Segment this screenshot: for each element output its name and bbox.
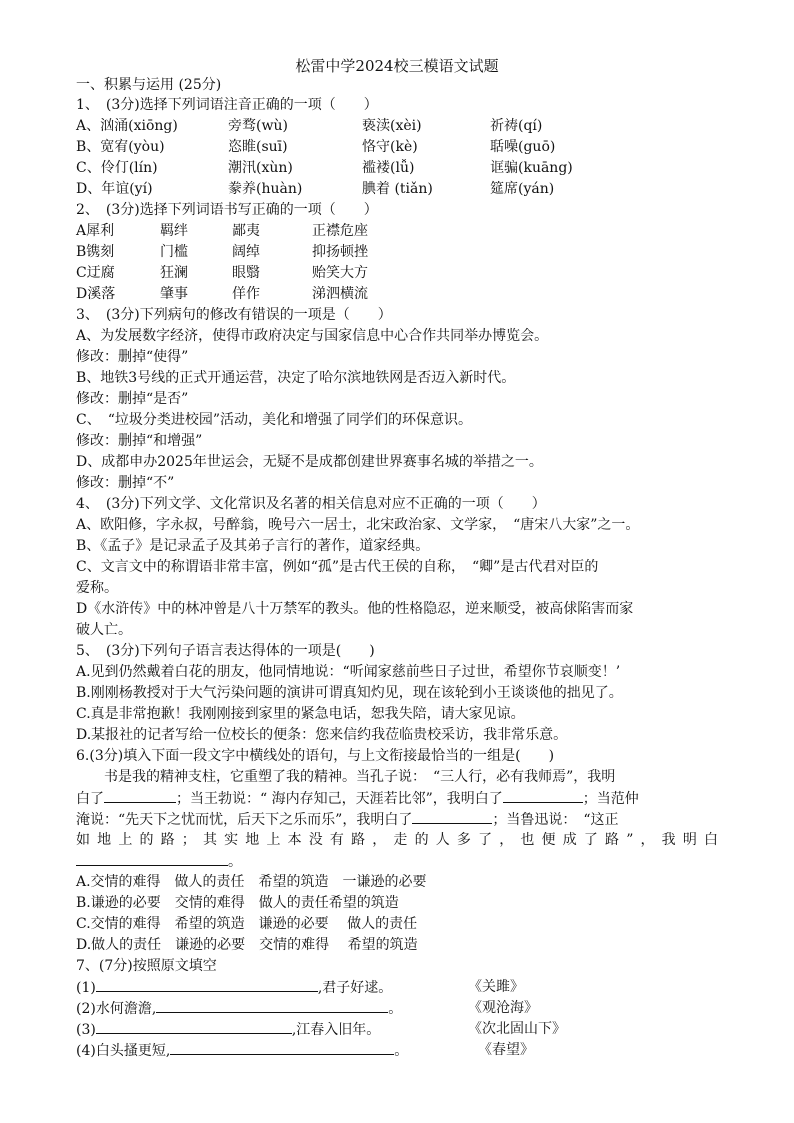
option-cell: 佯作 [232,286,260,302]
option-cell: 阔绰 [232,244,260,260]
fill-item [76,977,392,998]
passage-line [76,851,242,872]
question-1-stem: 1、 (3分)选择下列词语注音正确的一项（ ） [76,97,378,113]
section-heading: 一、积累与运用 (25分) [76,77,222,93]
text-line: B、地铁3号线的正式开通运营，决定了哈尔滨地铁网是否迈入新时代。 [76,370,516,386]
fill-suffix: 。 [388,1001,403,1017]
option-cell: 恪守(kè) [362,139,418,155]
question-4-stem: 4、 (3分)下列文学、文化常识及名著的相关信息对应不正确的一项（ ） [76,496,546,512]
poem-source: 《观沧海》 [468,1000,538,1016]
text-line: D.某报社的记者写给一位校长的便条：您来信约我莅临贵校采访，我非常乐意。 [76,727,568,743]
option-cell: 正襟危座 [312,223,368,239]
option-cell: D溪落 [76,286,116,302]
fill-prefix: (4)白头搔更短, [76,1043,171,1059]
passage-line: 书是我的精神支柱，它重塑了我的精神。当孔子说： “三人行，必有我师焉”，我明 [104,769,616,785]
question-3-stem: 3、 (3分)下列病句的修改有错误的一项是（ ） [76,307,392,323]
blank-line-3[interactable] [412,809,492,824]
text-line: 修改：删掉“和增强” [76,433,203,449]
question-6-stem: 6.(3分)填入下面一段文字中横线处的语句，与上文衔接最恰当的一组是( ) [76,748,555,764]
fill-blank[interactable] [96,977,318,992]
question-5-stem: 5、 (3分)下列句子语言表达得体的一项是( ) [76,643,375,659]
question-7-stem: 7、(7分)按照原文填空 [76,958,217,974]
fill-blank[interactable] [156,998,388,1013]
blank-line-2[interactable] [503,788,583,803]
fill-item [76,998,402,1019]
passage-line: 如地上的路；其实地上本没有路，走的人多了，也便成了路”，我明白 [76,832,718,848]
option-cell: 潮汛(xùn) [228,160,293,176]
poem-source: 《春望》 [478,1042,534,1058]
text-line: 破人亡。 [76,622,132,638]
text-line: 爱称。 [76,580,118,596]
option-cell: 豢养(huàn) [228,181,303,197]
fill-suffix: ,君子好逑。 [317,980,393,996]
text-line: 修改：删掉“使得” [76,349,189,365]
text-line: 修改：删掉“不” [76,475,175,491]
text-line: 修改：删掉“是否” [76,391,189,407]
option-cell: B镌刻 [76,244,115,260]
option-cell: D、年谊(yí) [76,181,153,197]
option-cell: 亵渎(xèi) [362,118,422,134]
text-line: B、《孟子》是记录孟子及其弟子言行的著作，道家经典。 [76,538,430,554]
poem-source: 《次北固山下》 [468,1021,566,1037]
option-cell: B、宽宥(yòu) [76,139,165,155]
text-line: C.真是非常抱歉！我刚刚接到家里的紧急电话，恕我失陪，请大家见谅。 [76,706,525,722]
option-cell: 门槛 [160,244,188,260]
option-cell: 祈祷(qí) [490,118,543,134]
option-cell: 鄙夷 [232,223,260,239]
option-cell: 褴褛(lǚ) [362,160,415,176]
fill-blank[interactable] [170,1040,394,1055]
passage-text: 。 [228,854,242,870]
text-line: D、成都申办2025年世运会，无疑不是成都创建世界赛事名城的举措之一。 [76,454,543,470]
option-cell: 狂澜 [160,265,188,281]
text-line: C、 “垃圾分类进校园”活动，美化和增强了同学们的环保意识。 [76,412,473,428]
option-cell: A、汹涌(xiōng) [76,118,178,134]
passage-text: ；当鲁迅说： “这正 [492,812,619,828]
option-cell: 抑扬顿挫 [312,244,368,260]
passage-line [76,788,639,809]
text-line: C、文言文中的称谓语非常丰富，例如“孤”是古代王侯的自称， “卿”是古代君对臣的 [76,559,599,575]
fill-prefix: (2)水何澹澹, [76,1001,157,1017]
passage-text: ；当王勃说：“ 海内存知己，天涯若比邻”，我明白了 [176,791,503,807]
option-cell: 涕泗横流 [312,286,368,302]
fill-blank[interactable] [96,1019,292,1034]
poem-source: 《关雎》 [468,979,524,995]
option-cell: C、伶仃(lín) [76,160,158,176]
passage-text: 淹说：“先天下之忧而忧，后天下之乐而乐”，我明白了 [76,812,413,828]
option-cell: 旁骛(wù) [228,118,288,134]
text-line: A、为发展数字经济，使得市政府决定与国家信息中心合作共同举办博览会。 [76,328,549,344]
option-line: A.交情的难得 做人的责任 希望的筑造 一谦逊的必要 [76,874,427,890]
option-cell: 羁绊 [160,223,188,239]
option-cell: 诓骗(kuāng) [490,160,573,176]
blank-line-4[interactable] [76,851,228,866]
blank-line-1[interactable] [104,788,176,803]
passage-text: ；当范仲 [582,791,639,807]
fill-prefix: (3) [76,1022,96,1038]
passage-line [76,809,619,830]
option-cell: A犀利 [76,223,115,239]
fill-suffix: 。 [394,1043,409,1059]
option-line: C.交情的难得 希望的筑造 谦逊的必要 做人的责任 [76,916,418,932]
option-line: D.做人的责任 谦逊的必要 交情的难得 希望的筑造 [76,937,418,953]
option-cell: 贻笑大方 [312,265,368,281]
option-cell: 恣睢(suī) [228,139,288,155]
text-line: A、欧阳修，字永叔，号醉翁，晚号六一居士，北宋政治家、文学家， “唐宋八大家”之一。 [76,517,640,533]
text-line: B.刚刚杨教授对于大气污染问题的演讲可谓真知灼见，现在该轮到小王谈谈他的拙见了。 [76,685,623,701]
fill-item [76,1019,380,1040]
option-cell: 腆着 (tiǎn) [362,181,433,197]
option-cell: 聒噪(guō) [490,139,556,155]
passage-text: 白了 [76,791,104,807]
text-line: A.见到仍然戴着白花的朋友，他同情地说：“听闻家慈前些日子过世，希望你节哀顺变！’ [76,664,621,680]
fill-item [76,1040,408,1061]
option-line: B.谦逊的必要 交情的难得 做人的责任希望的筑造 [76,895,399,911]
exam-title: 松雷中学2024校三模语文试题 [295,57,499,75]
option-cell: 肇事 [160,286,188,302]
question-2-stem: 2、 (3分)选择下列词语书写正确的一项（ ） [76,202,378,218]
option-cell: 筵席(yán) [490,181,555,197]
option-cell: C迂腐 [76,265,115,281]
option-cell: 眼翳 [232,265,260,281]
fill-suffix: ,江春入旧年。 [291,1022,381,1038]
text-line: D《水浒传》中的林冲曾是八十万禁军的教头。他的性格隐忍，逆来顺受，被高俅陷害而家 [76,601,634,617]
fill-prefix: (1) [76,980,96,996]
